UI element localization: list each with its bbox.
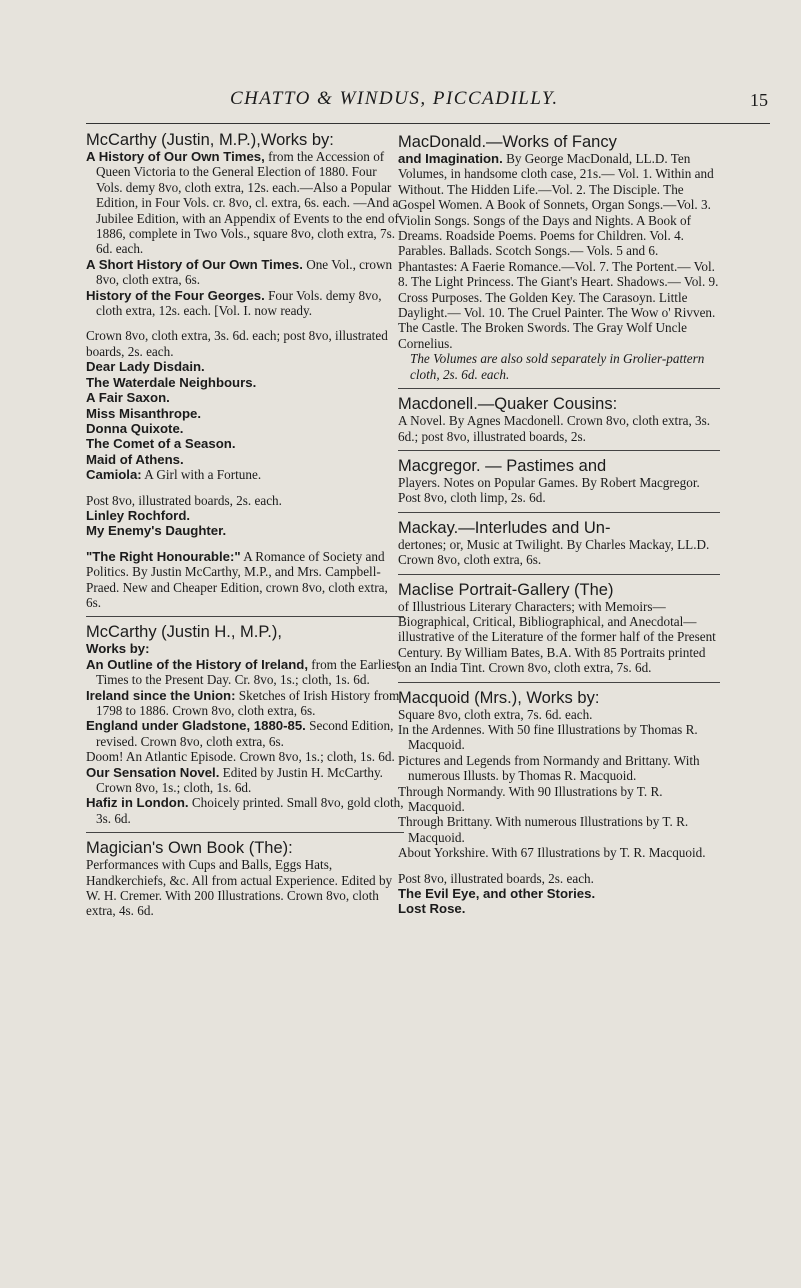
item-text: Choicely printed. Small 8vo, gold cloth, 3s. 6d. (96, 795, 404, 826)
title-item: The Comet of a Season. (86, 436, 236, 452)
item-title: Hafiz in London. (86, 795, 189, 811)
title-item: The Waterdale Neighbours. (86, 374, 257, 390)
item-text: A Girl with a Fortune. (144, 467, 262, 483)
section-heading: McCarthy (Justin H., M.P.), (86, 623, 282, 642)
item-title: Camiola: (86, 467, 142, 483)
item-title: "The Right Honourable:" (86, 548, 241, 564)
list-item (86, 257, 404, 288)
section-divider (86, 832, 404, 833)
section-subheading: Works by: (86, 641, 150, 657)
section-divider (398, 682, 720, 683)
title-item: Maid of Athens. (86, 451, 184, 467)
section-heading: Macgregor. — Pastimes and (398, 456, 607, 475)
entry-mccarthy-justin-h (86, 623, 404, 826)
section-text: Players. Notes on Popular Games. By Robert Macgregor. Post 8vo, cloth limp, 2s. 6d. (398, 474, 700, 506)
item-text: Sketches of Irish History from 1798 to 1886. Crown 8vo, cloth extra, 6s. (96, 687, 400, 718)
section-heading: Macquoid (Mrs.), Works by: (398, 688, 600, 707)
list-item (86, 765, 404, 796)
section-heading: Macdonell.—Quaker Cousins: (398, 395, 618, 414)
item-title: Our Sensation Novel. (86, 764, 220, 780)
title-item: Donna Quixote. (86, 420, 184, 436)
right-column (398, 133, 720, 917)
page-number: 15 (750, 90, 768, 110)
list-item: Pictures and Legends from Normandy and Brittany. With numerous Illusts. by Thomas R. Macquoid. (398, 752, 700, 784)
entry-macquoid (398, 689, 720, 917)
running-header (80, 88, 780, 114)
entry-macdonell (398, 395, 720, 444)
item-title: A History of Our Own Times, (86, 149, 265, 164)
header-rule (86, 123, 770, 124)
entry-macgregor (398, 457, 720, 506)
entry-magicians-own-book (86, 839, 404, 919)
section-divider (398, 388, 720, 389)
section-text: Performances with Cups and Balls, Eggs Hats, Handkerchiefs, &c. All from actual Experience. Edited by W. H. Cremer. With 200 Illustrations. Crown 8vo, cloth extra, 4s. 6d. (86, 857, 393, 919)
item-text: from the Earliest Times to the Present Day. Cr. 8vo, 1s.; cloth, 1s. 6d. (96, 656, 400, 688)
title-item: Miss Misanthrope. (86, 405, 202, 421)
section-heading: MacDonald.—Works of Fancy (398, 133, 617, 151)
item-title: Ireland since the Union: (86, 687, 236, 703)
section-heading: Mackay.—Interludes and Un- (398, 518, 611, 537)
list-item (86, 688, 404, 719)
title-item: Linley Rochford. (86, 507, 191, 523)
item-text: Edited by Justin H. McCarthy. Crown 8vo, 1s.; cloth, 1s. 6d. (96, 764, 383, 796)
section-divider (86, 616, 404, 617)
section-text: dertones; or, Music at Twilight. By Charles Mackay, LL.D. Crown 8vo, cloth extra, 6s. (398, 536, 710, 568)
section-divider (398, 450, 720, 451)
section-intro: Square 8vo, cloth extra, 7s. 6d. each. (398, 706, 593, 722)
item-title: and Imagination. (398, 151, 503, 166)
item-text: Four Vols. demy 8vo, cloth extra, 12s. each. [Vol. I. now ready. (96, 287, 382, 319)
price-note: Post 8vo, illustrated boards, 2s. each. (86, 492, 282, 508)
item-title: England under Gladstone, 1880-85. (86, 718, 306, 734)
list-item: In the Ardennes. With 50 fine Illustrations by Thomas R. Macquoid. (398, 721, 698, 753)
section-text: of Illustrious Literary Characters; with Memoirs—Biographical, Critical, Bibliographical, and Anecdotal—illustrative of the Literature of the former half of the Present Century. By William Bates, B.A. With 85 Portraits printed on an India Tint. Crown 8vo, cloth extra, 7s. 6d. (398, 598, 716, 676)
item-text: from the Accession of Queen Victoria to the General Election of 1880. Four Vols. demy 8vo, cloth extra, 12s. each.—Also a Popular Edition, in Four Vols. cr. 8vo, cl. extra, 6s. each. —And a Jubilee Edition, with an Appendix of Events to the end of 1886, complete in Two Vols., square 8vo, cloth extra, 7s. 6d. each. (96, 149, 399, 257)
section-heading: Magician's Own Book (The): (86, 839, 293, 858)
item-text: Second Edition, revised. Crown 8vo, cloth extra, 6s. (96, 718, 394, 749)
section-heading: Maclise Portrait-Gallery (The) (398, 580, 614, 599)
entry-mackay (398, 519, 720, 568)
list-item (86, 795, 404, 826)
item-text: By George MacDonald, LL.D. Ten Volumes, in handsome cloth case, 21s.— Vol. 1. Within and Without. The Hidden Life.—Vol. 2. The Disciple. The Gospel Women. A Book of Sonnets, Organ Songs.—Vol. 3. Violin Songs. Songs of the Days and Nights. A Book of Dreams. Roadside Poems. Poems for Children. Vol. 4. Parables. Ballads. Scotch Songs.— Vols. 5 and 6. Phantastes: A Faerie Romance.—Vol. 7. The Portent.— Vol. 8. The Light Princess. The Giant's Heart. Shadows.— Vol. 9. Cross Purposes. The Golden Key. The Carasoyn. Little Daylight.— Vol. 10. The Cruel Painter. The Wow o' Rivven. The Castle. The Broken Swords. The Gray Wolf Uncle Cornelius. (398, 151, 719, 351)
price-note: Post 8vo, illustrated boards, 2s. each. (398, 870, 594, 886)
section-text (398, 151, 720, 351)
section-divider (398, 574, 720, 575)
list-item: About Yorkshire. With 67 Illustrations by T. R. Macquoid. (398, 845, 706, 861)
item-title: History of the Four Georges. (86, 287, 265, 303)
entry-mccarthy-justin (86, 131, 404, 610)
entry-maclise (398, 581, 720, 676)
section-divider (398, 512, 720, 513)
price-note: Crown 8vo, cloth extra, 3s. 6d. each; post 8vo, illustrated boards, 2s. each. (86, 328, 388, 359)
item-title: An Outline of the History of Ireland, (86, 656, 308, 672)
section-heading: McCarthy (Justin, M.P.),Works by: (86, 131, 334, 149)
list-item (86, 718, 404, 749)
list-item: Through Brittany. With numerous Illustrations by T. R. Macquoid. (398, 814, 689, 845)
entry-macdonald (398, 133, 720, 382)
list-item: Doom! An Atlantic Episode. Crown 8vo, 1s.; cloth, 1s. 6d. (86, 749, 395, 765)
title-item (86, 467, 404, 482)
header-title: CHATTO & WINDUS, PICCADILLY. (230, 88, 559, 109)
title-item: My Enemy's Daughter. (86, 523, 227, 539)
item-text: A Romance of Society and Politics. By Justin McCarthy, M.P., and Mrs. Campbell-Praed. New and Cheaper Edition, crown 8vo, cloth extra, 6s. (86, 548, 388, 610)
item-text: One Vol., crown 8vo, cloth extra, 6s. (96, 256, 393, 288)
section-text: A Novel. By Agnes Macdonell. Crown 8vo, cloth extra, 3s. 6d.; post 8vo, illustrated boards, 2s. (398, 413, 711, 444)
list-item (86, 288, 404, 319)
title-item: Lost Rose. (398, 901, 466, 917)
item-title: A Short History of Our Own Times. (86, 256, 303, 272)
title-item: Dear Lady Disdain. (86, 359, 205, 375)
section-note: The Volumes are also sold separately in Grolier-pattern cloth, 2s. 6d. each. (410, 351, 705, 382)
title-item: The Evil Eye, and other Stories. (398, 886, 596, 902)
list-item (86, 549, 404, 611)
list-item: Through Normandy. With 90 Illustrations by T. R. Macquoid. (398, 783, 663, 814)
list-item (86, 657, 404, 688)
title-item: A Fair Saxon. (86, 390, 170, 406)
list-item (86, 149, 404, 257)
left-column (86, 131, 404, 919)
